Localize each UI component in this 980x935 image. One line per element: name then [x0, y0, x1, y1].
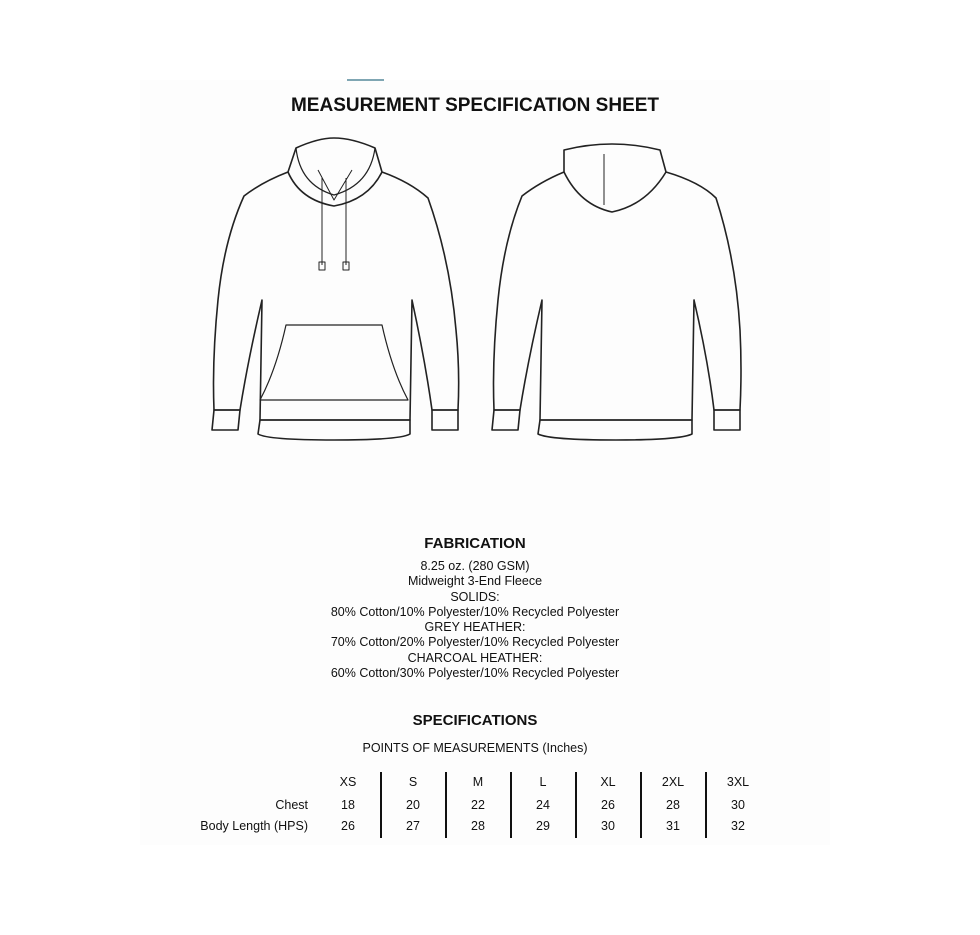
column-divider [640, 772, 642, 838]
measurement-value: 32 [731, 819, 745, 833]
measurement-value: 28 [471, 819, 485, 833]
measurement-value: 30 [731, 798, 745, 812]
column-divider [705, 772, 707, 838]
measurement-value: 24 [536, 798, 550, 812]
fabrication-heading: FABRICATION [424, 535, 526, 552]
fabrication-line: 80% Cotton/10% Polyester/10% Recycled Polyester [330, 604, 620, 619]
size-header: XS [339, 775, 357, 789]
measurement-value: 26 [341, 819, 355, 833]
column-divider [510, 772, 512, 838]
hoodie-front-drawing [212, 138, 459, 440]
measurement-value: 29 [536, 819, 550, 833]
points-of-measurement-label: POINTS OF MEASUREMENTS (Inches) [362, 741, 588, 755]
size-header: S [408, 775, 418, 789]
hoodie-back-drawing [492, 144, 741, 440]
measurement-value: 28 [666, 798, 680, 812]
page-title: MEASUREMENT SPECIFICATION SHEET [290, 95, 660, 116]
size-header: 2XL [661, 775, 685, 789]
size-header: 3XL [726, 775, 750, 789]
measurement-value: 18 [341, 798, 355, 812]
row-label: Chest [275, 798, 308, 812]
measurement-value: 20 [406, 798, 420, 812]
size-header: M [472, 775, 484, 789]
column-divider [575, 772, 577, 838]
measurement-value: 30 [601, 819, 615, 833]
size-header: L [539, 775, 547, 789]
measurement-value: 26 [601, 798, 615, 812]
fabrication-line: 60% Cotton/30% Polyester/10% Recycled Polyester [330, 666, 620, 681]
fabrication-line: SOLIDS: [450, 589, 500, 604]
column-divider [445, 772, 447, 838]
fabrication-details [0, 559, 950, 681]
measurement-value: 27 [406, 819, 420, 833]
fabrication-line: CHARCOAL HEATHER: [407, 650, 543, 665]
row-label: Body Length (HPS) [200, 819, 308, 833]
fabrication-line: 8.25 oz. (280 GSM) [420, 559, 530, 573]
measurement-value: 22 [471, 798, 485, 812]
column-divider [380, 772, 382, 838]
fabrication-line: 70% Cotton/20% Polyester/10% Recycled Polyester [330, 635, 620, 650]
measurement-value: 31 [666, 819, 680, 833]
specifications-heading: SPECIFICATIONS [412, 712, 538, 729]
size-header: XL [600, 775, 616, 789]
fabrication-line: GREY HEATHER: [424, 620, 526, 635]
fabrication-line: Midweight 3-End Fleece [407, 574, 543, 589]
